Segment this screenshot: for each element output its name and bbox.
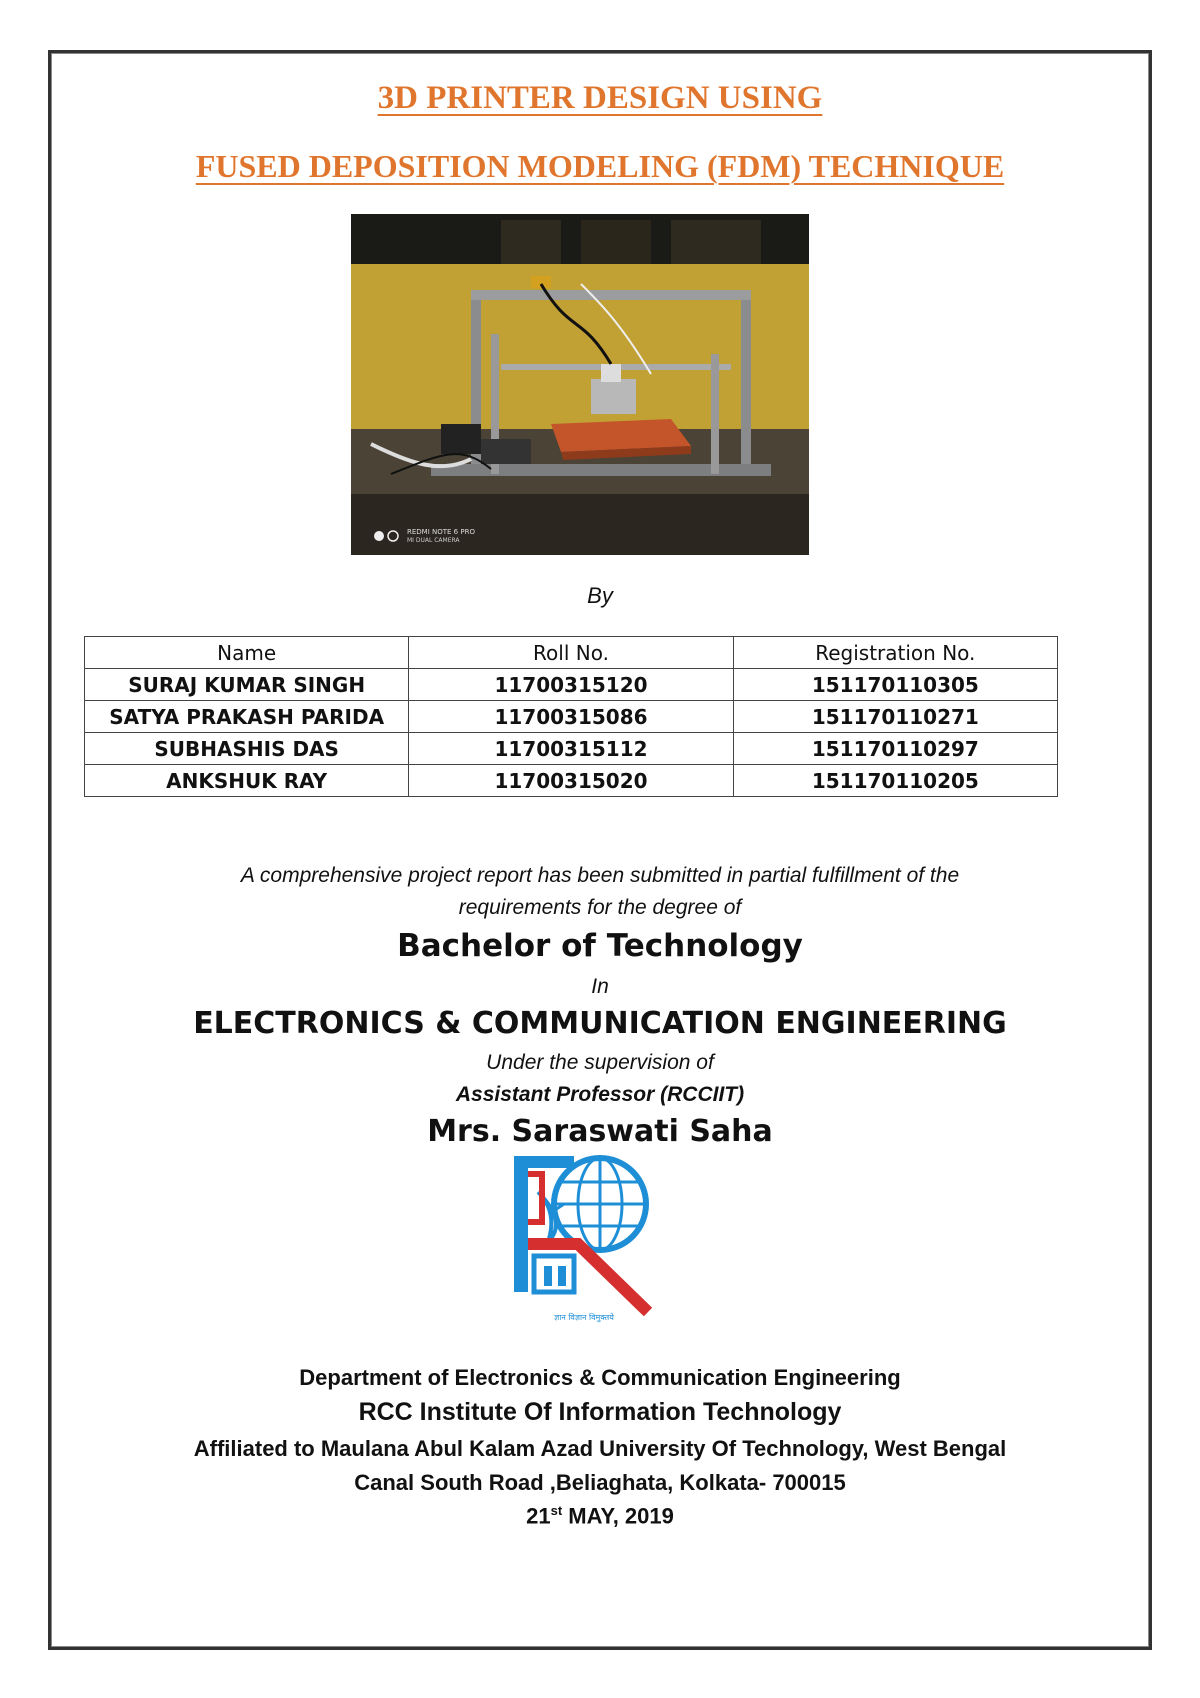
- date-day: 21: [526, 1503, 551, 1529]
- member-registration: 151170110305: [733, 669, 1057, 701]
- header-name: Name: [85, 637, 409, 669]
- member-roll: 11700315112: [409, 733, 733, 765]
- table-row: [85, 669, 1058, 701]
- supervision-label: Under the supervision of: [486, 1051, 714, 1074]
- department-name: Department of Electronics & Communication Engineering: [299, 1365, 901, 1390]
- table-row: [85, 733, 1058, 765]
- member-name: SURAJ KUMAR SINGH: [85, 669, 409, 701]
- header-roll: Roll No.: [409, 637, 733, 669]
- member-registration: 151170110205: [733, 765, 1057, 797]
- rcciit-logo-icon: [508, 1152, 660, 1324]
- title-line-1: 3D PRINTER DESIGN USING: [377, 80, 823, 116]
- supervisor-designation: Assistant Professor (RCCIIT): [455, 1083, 745, 1106]
- affiliation: Affiliated to Maulana Abul Kalam Azad University Of Technology, West Bengal: [193, 1436, 1007, 1461]
- date-rest: MAY, 2019: [562, 1503, 674, 1529]
- photo-caption-2: MI DUAL CAMERA: [407, 537, 460, 544]
- member-roll: 11700315020: [409, 765, 733, 797]
- intro-line-1: A comprehensive project report has been submitted in partial fulfillment of the: [240, 864, 960, 887]
- degree-title: Bachelor of Technology: [397, 928, 803, 964]
- table-row: [85, 765, 1058, 797]
- by-label: By: [587, 583, 613, 608]
- table-row: [85, 701, 1058, 733]
- address: Canal South Road ,Beliaghata, Kolkata- 700015: [354, 1470, 846, 1495]
- header-registration: Registration No.: [733, 637, 1057, 669]
- title-line-2: FUSED DEPOSITION MODELING (FDM) TECHNIQUE: [195, 148, 1005, 184]
- intro-line-2: requirements for the degree of: [458, 896, 742, 919]
- member-registration: 151170110271: [733, 701, 1057, 733]
- member-registration: 151170110297: [733, 733, 1057, 765]
- members-table: [84, 636, 1058, 797]
- member-roll: 11700315120: [409, 669, 733, 701]
- date-suffix: st: [550, 1503, 563, 1518]
- logo-motto: ज्ञान विज्ञान विमुक्तये: [554, 1313, 614, 1322]
- printer-photo: [351, 214, 809, 555]
- submission-date: [0, 1503, 1200, 1529]
- in-label: In: [591, 975, 609, 998]
- branch-title: ELECTRONICS & COMMUNICATION ENGINEERING: [193, 1006, 1007, 1041]
- member-roll: 11700315086: [409, 701, 733, 733]
- member-name: SUBHASHIS DAS: [85, 733, 409, 765]
- institute-name: RCC Institute Of Information Technology: [358, 1398, 842, 1426]
- photo-caption-1: REDMI NOTE 6 PRO: [407, 528, 475, 536]
- member-name: ANKSHUK RAY: [85, 765, 409, 797]
- table-header-row: [85, 637, 1058, 669]
- member-name: SATYA PRAKASH PARIDA: [85, 701, 409, 733]
- supervisor-name: Mrs. Saraswati Saha: [427, 1114, 773, 1149]
